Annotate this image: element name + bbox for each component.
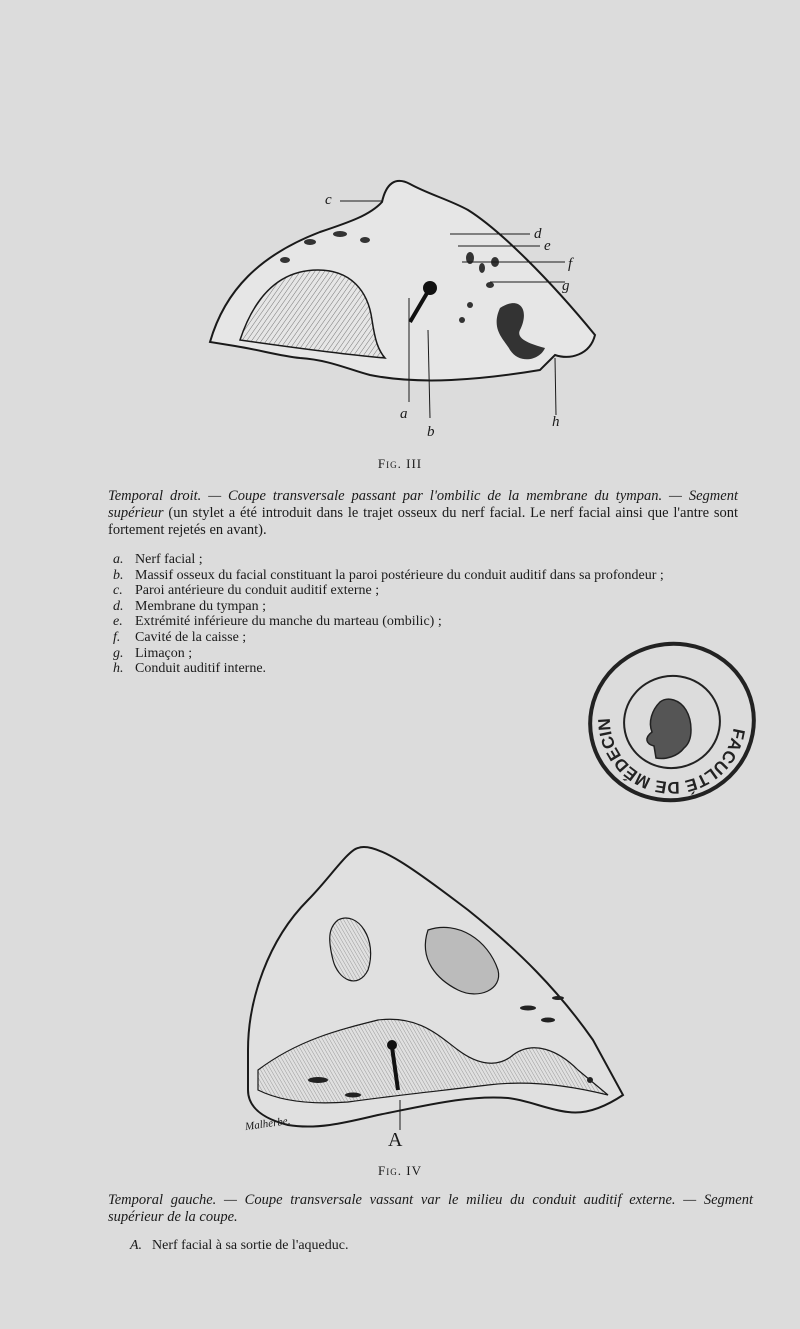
stamp-text: FACULTÉ DE MÉDECIN [594,717,749,798]
artist-signature: Malherbe. [244,1114,292,1134]
library-stamp [582,630,762,810]
legend-item: f. Cavité de la caisse ; [113,629,247,645]
figure-3-label-a: a [400,406,408,422]
figure-3-title: Temporal droit. — Coupe transversale passant par l'ombilic de la membrane du tympan. — Segment supérieur [108,488,738,521]
figure-4-title: Temporal gauche. — Coupe transversale vassant var le milieu du conduit auditif externe. — Segment supérieur de la coupe. [108,1192,753,1225]
figure-3-title-rest: (un stylet a été introduit dans le trajet osseux du nerf facial. Le nerf facial ainsi que l'antre sont fortement rejetés en avant). [108,505,738,538]
figure-3-label-g: g [562,278,570,294]
legend-item: c. Paroi antérieure du conduit auditif externe ; [113,583,380,599]
legend-item: b. Massif osseux du facial constituant la paroi postérieure du conduit auditif dans sa profondeur ; [113,567,664,583]
legend-item: g. Limaçon ; [113,645,193,661]
figure-3-label-b: b [427,424,435,440]
figure-4-label-A: A [388,1129,403,1150]
legend-item: h. Conduit auditif interne. [113,661,267,677]
figure-4-description [108,1192,753,1226]
legend-item: e. Extrémité inférieure du manche du marteau (ombilic) ; [113,614,442,630]
figure-3-illustration [200,170,620,450]
legend-item: a. Nerf facial ; [113,552,203,567]
figure-3-label-h: h [552,414,560,430]
figure-4-legend [130,1238,770,1254]
figure-4-caption: Fig. IV [378,1163,422,1178]
figure-3-label-f: f [568,256,573,272]
figure-3-label-e: e [544,238,551,254]
figure-3-description [108,488,738,539]
figure-3-caption: Fig. III [377,456,423,471]
figure-3-label-c: c [325,192,332,208]
legend-item: d. Membrane du tympan ; [113,598,267,614]
figure-3-label-d: d [534,226,542,242]
figure-4-illustration [228,840,628,1150]
legend-item: A. Nerf facial à sa sortie de l'aqueduc. [130,1238,349,1253]
